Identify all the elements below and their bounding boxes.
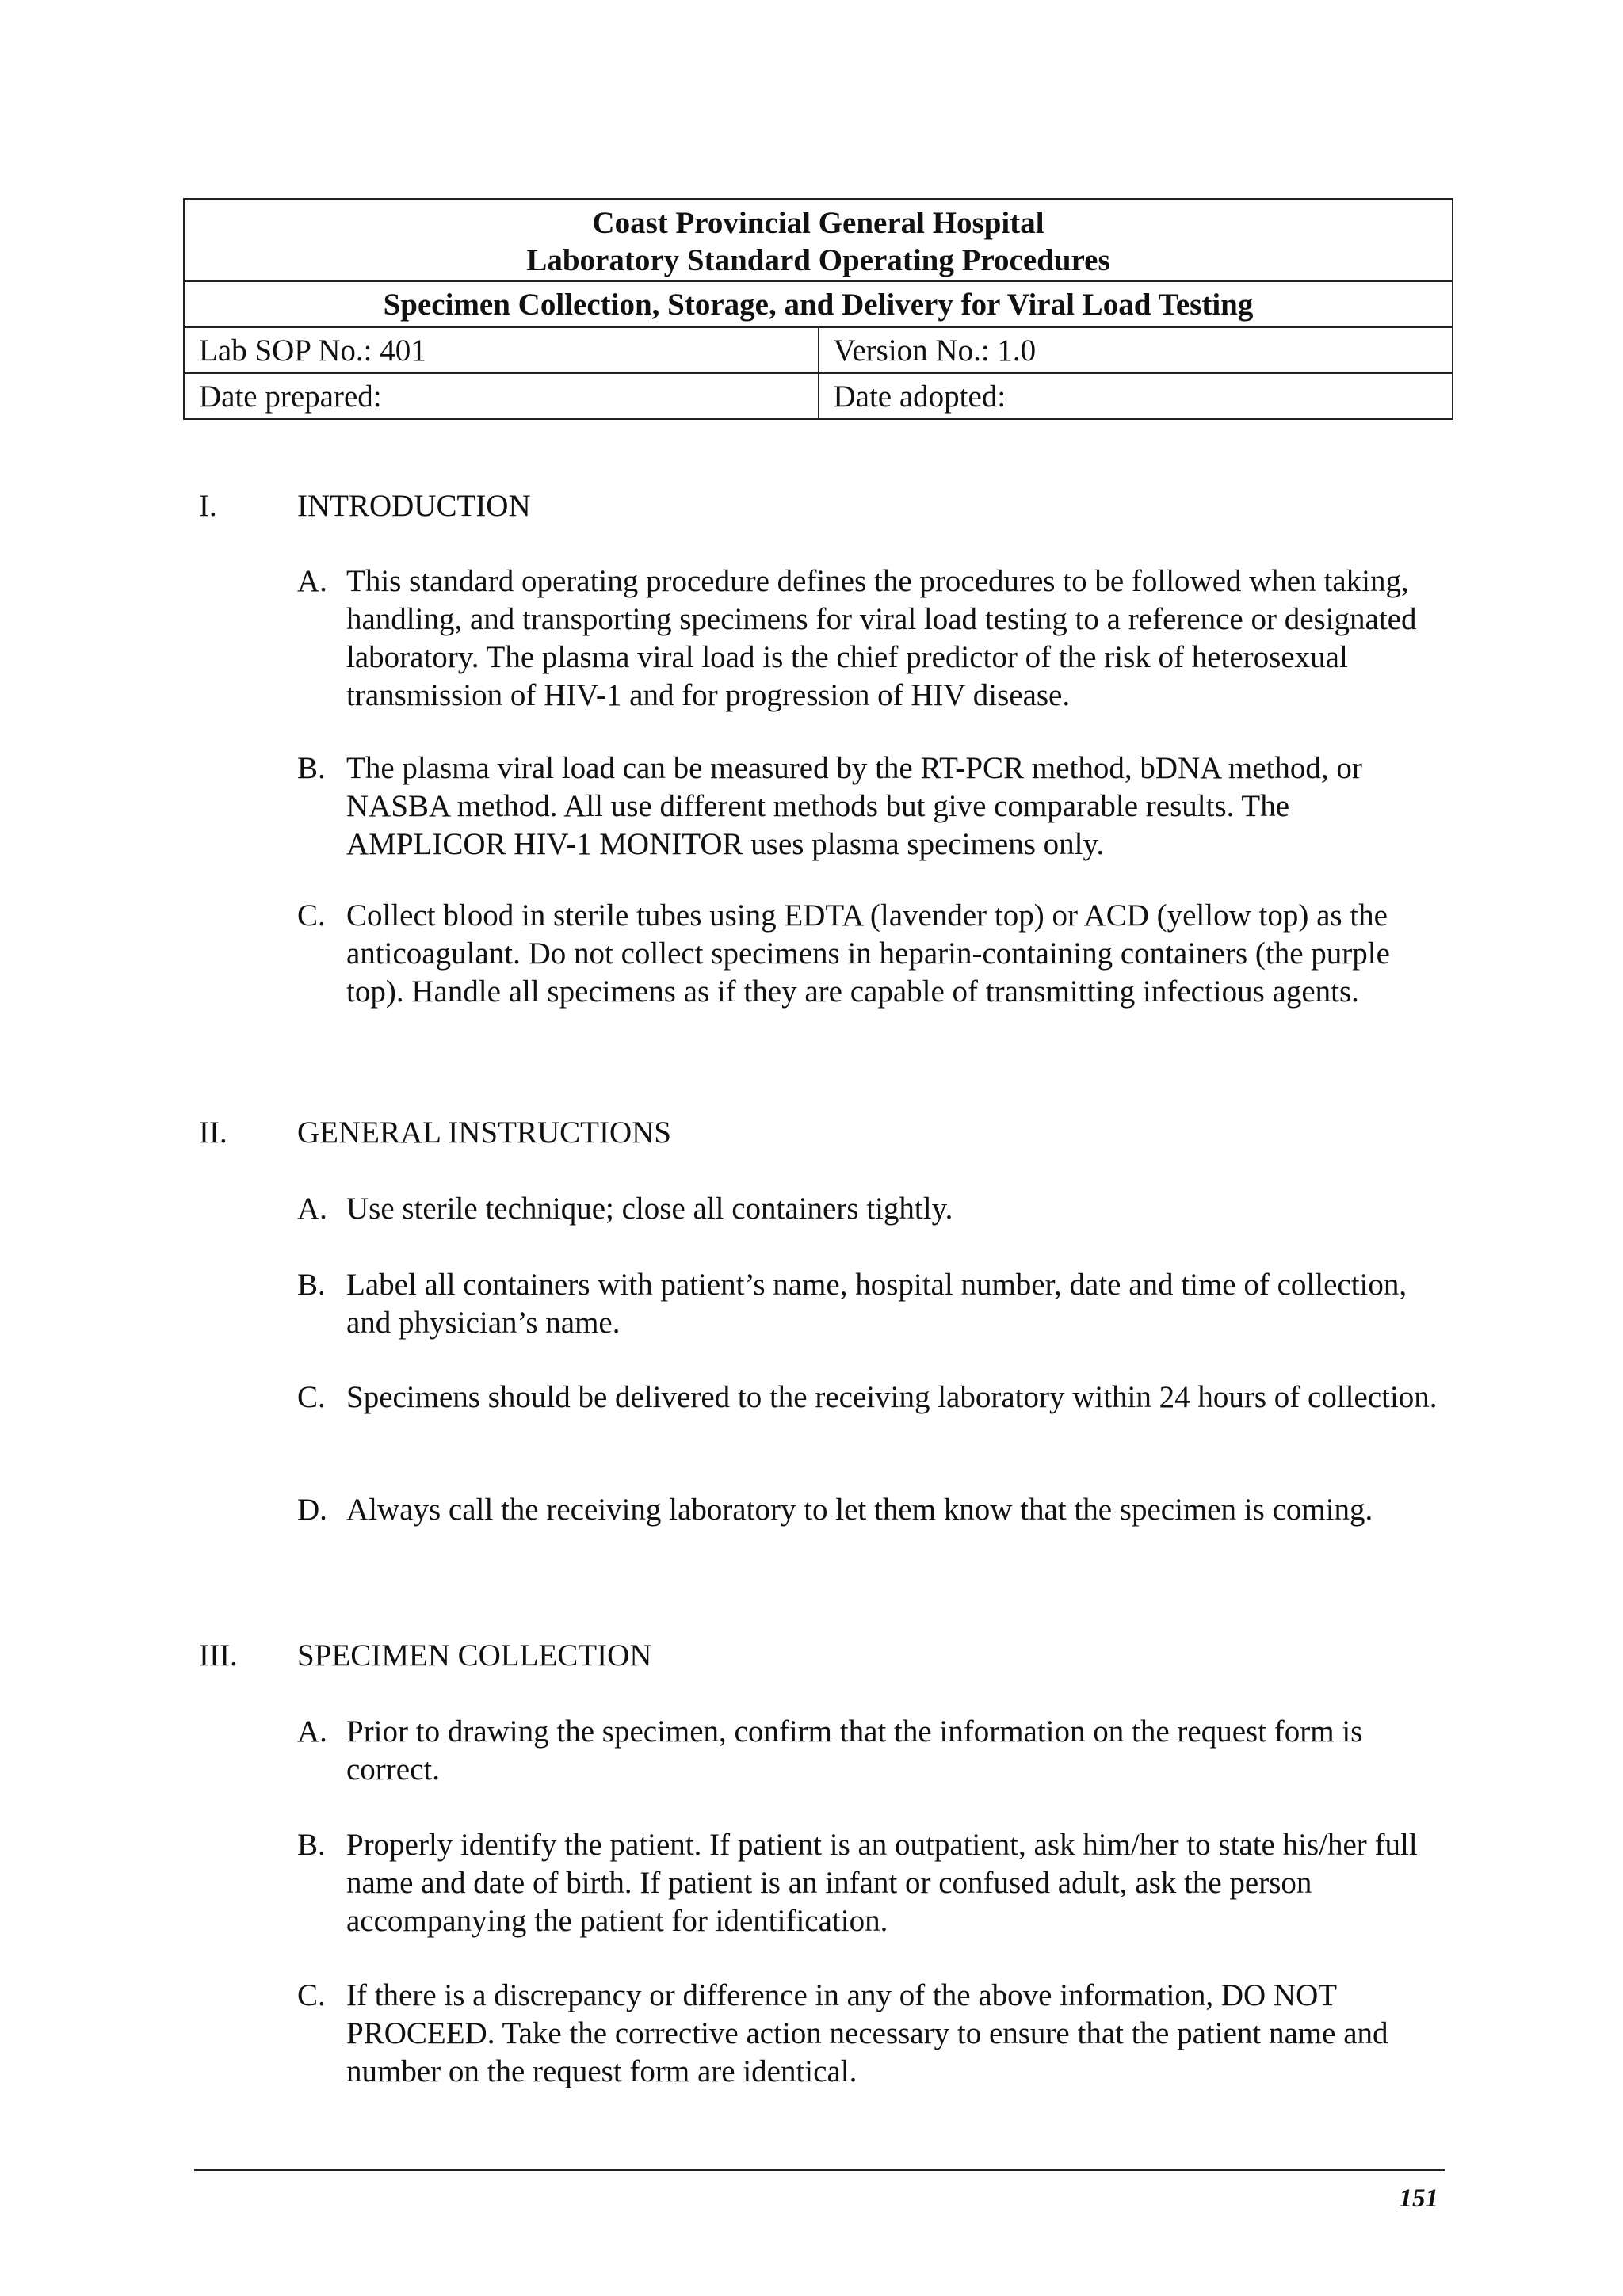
item-text: Specimens should be delivered to the receiving laboratory within 24 hours of collection. [346,1380,1438,1414]
section-title: INTRODUCTION [297,489,531,523]
section-number: III. [199,1638,238,1672]
footer-divider [194,2169,1445,2171]
section-number: II. [199,1116,227,1150]
item-letter: B. [297,1828,326,1862]
section-heading [199,1638,651,1673]
item-text: Prior to drawing the specimen, confirm that the information on the request form is correct. [346,1714,1363,1787]
section-heading [199,488,531,524]
sop-subject: Specimen Collection, Storage, and Delivery for Viral Load Testing [184,281,1453,327]
item-letter: D. [297,1493,327,1527]
item-letter: A. [297,1714,327,1749]
item-text: The plasma viral load can be measured by the RT-PCR method, bDNA method, or NASBA method. All use different methods but give comparable results. The AMPLICOR HIV-1 MONITOR uses plasma specimens only. [346,751,1362,861]
item-letter: A. [297,1192,327,1226]
list-item [297,749,1454,864]
item-text: Properly identify the patient. If patient is an outpatient, ask him/her to state his/her full name and date of birth. If patient is an infant or confused adult, ask the person accompanying the patient for identification. [346,1828,1418,1938]
item-letter: C. [297,1380,326,1414]
item-text: Collect blood in sterile tubes using EDTA (lavender top) or ACD (yellow top) as the anticoagulant. Do not collect specimens in heparin-containing containers (the purple top). Handle all specimens as if they are capable of transmitting infectious agents. [346,898,1390,1009]
list-item [297,897,1454,1011]
sop-header-table [183,198,1453,420]
list-item [297,1826,1454,1940]
list-item [297,1379,1454,1417]
item-letter: C. [297,1978,326,2012]
date-adopted: Date adopted: [819,373,1453,419]
list-item [297,563,1454,715]
version-number: Version No.: 1.0 [819,327,1453,373]
section-title: SPECIMEN COLLECTION [297,1638,652,1672]
item-text: Label all containers with patient’s name, hospital number, date and time of collection, and physician’s name. [346,1268,1407,1340]
item-text: If there is a discrepancy or difference in any of the above information, DO NOT PROCEED. Take the corrective action necessary to ensure that the patient name and number on the request form are identical. [346,1978,1388,2088]
hospital-name: Coast Provincial General Hospital [592,206,1044,240]
date-prepared: Date prepared: [184,373,819,419]
item-text: This standard operating procedure defines the procedures to be followed when taking, handling, and transporting specimens for viral load testing to a reference or designated laboratory. The plasma viral load is the chief predictor of the risk of heterosexual transmission of HIV-1 and for progression of HIV disease. [346,564,1417,712]
item-letter: C. [297,898,326,933]
manual-name: Laboratory Standard Operating Procedures [526,243,1110,277]
list-item [297,1266,1454,1342]
item-letter: B. [297,1268,326,1302]
section-title: GENERAL INSTRUCTIONS [297,1116,671,1150]
list-item [297,1491,1454,1529]
item-text: Use sterile technique; close all containers tightly. [346,1192,953,1226]
list-item [297,1713,1454,1789]
item-letter: A. [297,564,327,598]
item-text: Always call the receiving laboratory to let them know that the specimen is coming. [346,1493,1373,1527]
section-heading [199,1115,671,1150]
title-block [184,199,1453,281]
section-number: I. [199,489,217,523]
item-letter: B. [297,751,326,785]
list-item [297,1190,1454,1228]
sop-number: Lab SOP No.: 401 [184,327,819,373]
list-item [297,1977,1454,2091]
page-number: 151 [1399,2184,1438,2213]
